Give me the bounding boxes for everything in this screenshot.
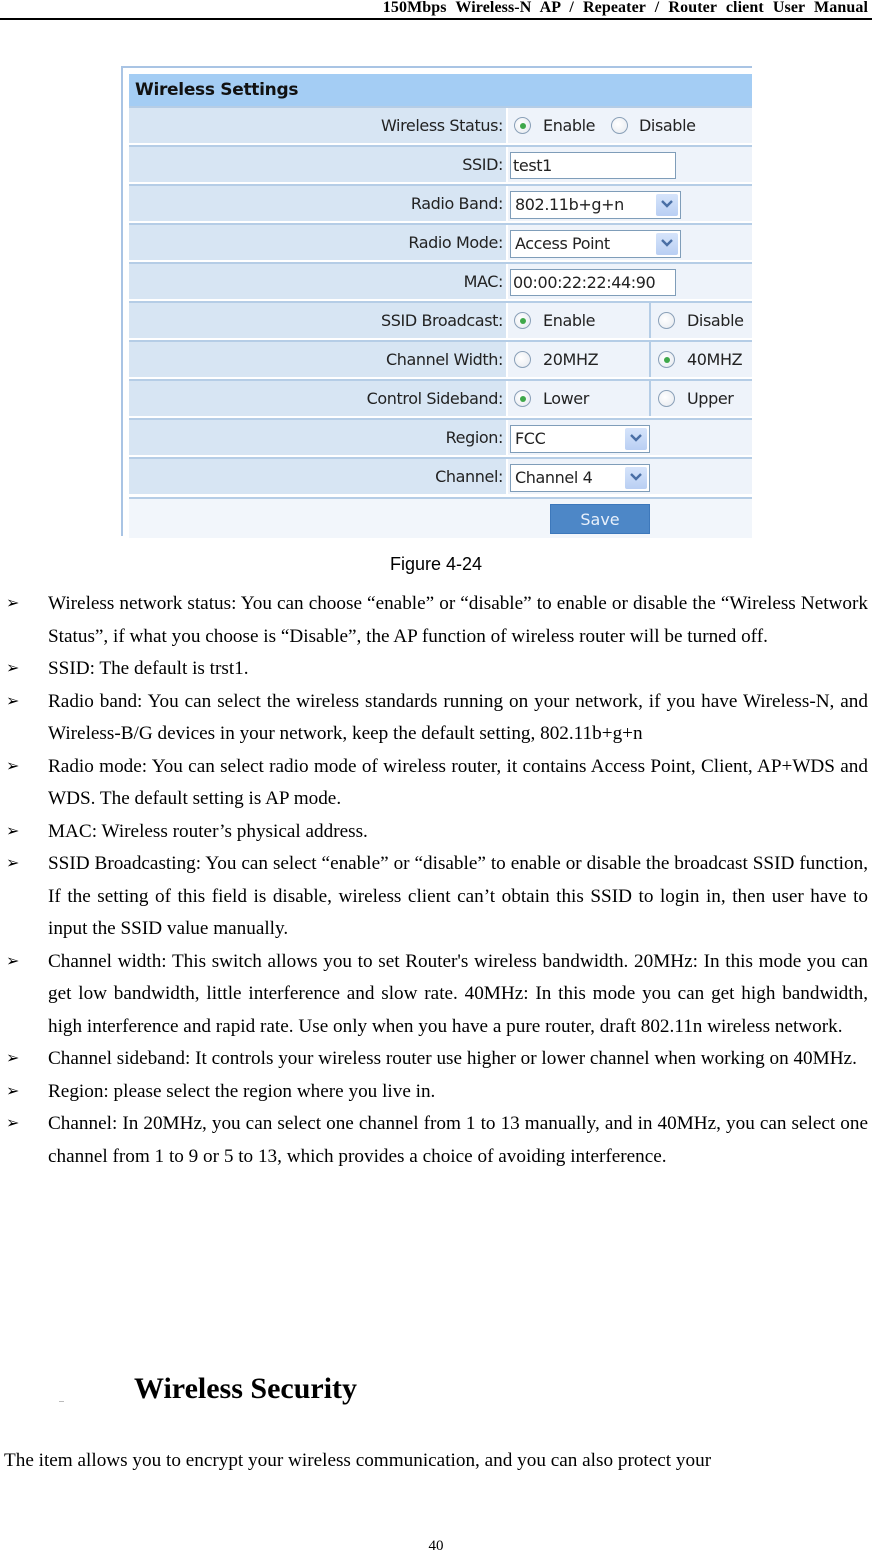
- option-label: Disable: [639, 116, 696, 135]
- heading-marker: [59, 1401, 64, 1402]
- list-item-text: Region: please select the region where you live in.: [48, 1080, 436, 1102]
- chevron-down-icon[interactable]: [625, 467, 647, 489]
- row-radio-mode: [129, 223, 752, 260]
- option-label: Lower: [543, 389, 589, 408]
- value-mac: [508, 264, 752, 299]
- section-paragraph: The item allows you to encrypt your wireless communication, and you can also protect your: [4, 1450, 712, 1471]
- option-label: Enable: [543, 116, 596, 135]
- radio-wireless-enable[interactable]: [514, 117, 531, 134]
- arrow-bullet-icon: ➢: [6, 1115, 20, 1132]
- save-button[interactable]: Save: [550, 504, 650, 534]
- select-value: Channel 4: [515, 468, 593, 487]
- option-label: Enable: [543, 311, 596, 330]
- list-item: [0, 1108, 872, 1173]
- label-ssid: SSID:: [129, 147, 506, 182]
- label-wireless-status: Wireless Status:: [129, 108, 506, 143]
- radio-broadcast-disable[interactable]: [658, 312, 675, 329]
- value-channel-width-alt: [649, 342, 752, 377]
- row-ssid-broadcast: [129, 301, 752, 338]
- radio-sideband-upper[interactable]: [658, 390, 675, 407]
- row-region: [129, 418, 752, 455]
- label-region: Region:: [129, 420, 506, 455]
- row-wireless-status: [129, 106, 752, 143]
- arrow-bullet-icon: ➢: [6, 822, 20, 840]
- arrow-bullet-icon: ➢: [6, 1050, 20, 1067]
- list-item: [0, 686, 872, 751]
- value-ssid-broadcast-alt: [649, 303, 752, 338]
- ssid-input[interactable]: test1: [510, 152, 676, 179]
- option-label: 20MHZ: [543, 350, 599, 369]
- radio-wireless-disable[interactable]: [611, 117, 628, 134]
- label-ssid-broadcast: SSID Broadcast:: [129, 303, 506, 338]
- list-item: [0, 1043, 872, 1076]
- radio-band-select[interactable]: [510, 191, 681, 219]
- list-item: [0, 816, 872, 849]
- list-item-text: SSID Broadcasting: You can select “enable” or “disable” to enable or disable the broadcast SSID function, If the setting of this field is disable, wireless client can’t obtain this SSID to login in, then user have to input the SSID value manually.: [48, 853, 868, 939]
- mac-input[interactable]: 00:00:22:22:44:90: [510, 269, 676, 296]
- option-label: 40MHZ: [687, 350, 743, 369]
- list-item: [0, 653, 872, 686]
- row-channel: [129, 457, 752, 494]
- value-radio-band: [508, 186, 752, 221]
- value-ssid: [508, 147, 752, 182]
- running-header: [0, 0, 872, 20]
- list-item: [0, 946, 872, 1044]
- label-channel: Channel:: [129, 459, 506, 494]
- figure-caption: Figure 4-24: [389, 554, 483, 574]
- list-item-text: Channel: In 20MHz, you can select one channel from 1 to 13 manually, and in 40MHz, you can select one channel from 1 to 9 or 5 to 13, which provides a choice of avoiding interference.: [48, 1113, 868, 1167]
- list-item-text: MAC: Wireless router’s physical address.: [48, 820, 368, 842]
- label-control-sideband: Control Sideband:: [129, 381, 506, 416]
- list-item: [0, 848, 872, 946]
- row-mac: [129, 262, 752, 299]
- label-mac: MAC:: [129, 264, 506, 299]
- panel-title: Wireless Settings: [129, 74, 752, 106]
- arrow-bullet-icon: ➢: [6, 952, 20, 970]
- list-item-text: Channel width: This switch allows you to set Router's wireless bandwidth. 20MHz: In this mode you can get low bandwidth, little interference and slow rate. 40MHz: In this mode you can get high bandwidth, high interference and rapid rate. Use only when you have a pure router, draft 802.11n wireless network.: [48, 950, 868, 1037]
- channel-select[interactable]: [510, 464, 650, 492]
- value-channel: [508, 459, 752, 494]
- row-channel-width: [129, 340, 752, 377]
- list-item-text: Radio mode: You can select radio mode of wireless router, it contains Access Point, Client, AP+WDS and WDS. The default setting is AP mode.: [48, 755, 868, 809]
- arrow-bullet-icon: ➢: [6, 1082, 20, 1100]
- row-control-sideband: [129, 379, 752, 416]
- list-item: [0, 1076, 872, 1109]
- select-value: Access Point: [515, 234, 610, 253]
- list-item-text: Channel sideband: It controls your wireless router use higher or lower channel when working on 40MHz.: [48, 1048, 857, 1069]
- radio-width-40mhz[interactable]: [658, 351, 675, 368]
- row-radio-band: [129, 184, 752, 221]
- list-item: [0, 751, 872, 816]
- arrow-bullet-icon: ➢: [6, 660, 20, 677]
- page-number: 40: [428, 1538, 444, 1553]
- wireless-settings-panel: [121, 66, 752, 536]
- option-label: Upper: [687, 389, 734, 408]
- chevron-down-icon[interactable]: [625, 428, 647, 450]
- list-item-text: Wireless network status: You can choose “enable” or “disable” to enable or disable the “Wireless Network Status”, if what you choose is “Disable”, the AP function of wireless router will be turned off.: [48, 593, 868, 647]
- value-control-sideband-alt: [649, 381, 752, 416]
- radio-width-20mhz[interactable]: [514, 351, 531, 368]
- radio-broadcast-enable[interactable]: [514, 312, 531, 329]
- list-item-text: Radio band: You can select the wireless standards running on your network, if you have Wireless-N, and Wireless-B/G devices in your network, keep the default setting, 802.11b+g+n: [48, 690, 868, 744]
- list-item: [0, 588, 872, 653]
- chevron-down-icon[interactable]: [656, 233, 678, 255]
- label-radio-mode: Radio Mode:: [129, 225, 506, 260]
- label-radio-band: Radio Band:: [129, 186, 506, 221]
- bullet-list: [0, 588, 872, 1173]
- radio-sideband-lower[interactable]: [514, 390, 531, 407]
- select-value: 802.11b+g+n: [515, 195, 624, 214]
- button-row: [129, 497, 752, 538]
- section-heading: Wireless Security: [134, 1372, 358, 1405]
- list-item-text: SSID: The default is trst1.: [48, 658, 249, 679]
- radio-mode-select[interactable]: [510, 230, 681, 258]
- select-value: FCC: [515, 429, 546, 448]
- label-channel-width: Channel Width:: [129, 342, 506, 377]
- arrow-bullet-icon: ➢: [6, 692, 20, 710]
- manual-title: 150Mbps Wireless-N AP / Repeater / Router client User Manual: [382, 0, 868, 16]
- arrow-bullet-icon: ➢: [6, 595, 20, 612]
- value-wireless-status: [508, 108, 752, 143]
- chevron-down-icon[interactable]: [656, 194, 678, 216]
- value-radio-mode: [508, 225, 752, 260]
- value-region: [508, 420, 752, 455]
- arrow-bullet-icon: ➢: [6, 757, 20, 775]
- option-label: Disable: [687, 311, 744, 330]
- region-select[interactable]: [510, 425, 650, 453]
- row-ssid: [129, 145, 752, 182]
- arrow-bullet-icon: ➢: [6, 855, 20, 872]
